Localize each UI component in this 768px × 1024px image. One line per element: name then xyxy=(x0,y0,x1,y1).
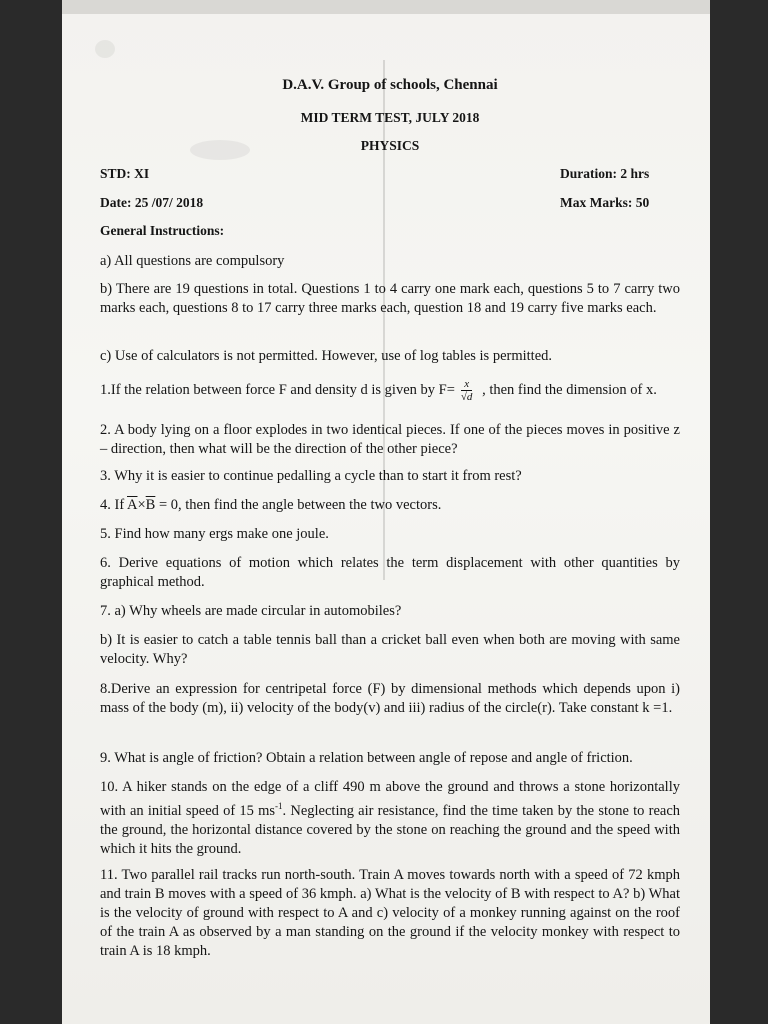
instructions-heading: General Instructions: xyxy=(100,223,225,238)
instruction-a: a) All questions are compulsory xyxy=(100,253,285,269)
question-5: 5. Find how many ergs make one joule. xyxy=(100,526,329,542)
question-10 xyxy=(100,778,680,859)
date-marks-row xyxy=(100,193,680,212)
paper-top-edge xyxy=(62,0,710,14)
fraction-numerator: x xyxy=(461,378,472,391)
cross-symbol: × xyxy=(137,497,146,513)
std-label: STD: XI xyxy=(100,166,150,181)
question-11: 11. Two parallel rail tracks run north-south. Train A moves towards north with a speed of 72 kmph and train B moves with a speed of 36 kmph. a) What is the velocity of B with respect to A? b) What is the velocity of ground with respect to A and c) velocity of a monkey running against on the roof of the train A as observed by a man standing on the ground if the velocity monkey with respect to train A is 18 kmph. xyxy=(100,867,680,959)
question-1-suffix: , then find the dimension of x. xyxy=(482,381,657,398)
question-6: 6. Derive equations of motion which relates the term displacement with other quantities by graphical method. xyxy=(100,555,680,590)
question-10-text-end: . Neglecting air resistance, find the time taken by the stone to reach the ground, the horizontal distance covered by the stone on reaching the ground and the speed with which it hits the ground. xyxy=(100,802,680,857)
question-10-text-start: 10. A hiker stands on the edge of a cliff 490 m above the ground and throws a stone horizontally with an initial speed of 15 ms xyxy=(100,779,680,819)
question-4-prefix: 4. If xyxy=(100,497,125,513)
question-3: 3. Why it is easier to continue pedalling a cycle than to start it from rest? xyxy=(100,468,522,484)
std-duration-row xyxy=(100,164,680,183)
question-1-prefix: 1.If the relation between force F and density d is given by F= xyxy=(100,381,455,398)
question-9: 9. What is angle of friction? Obtain a relation between angle of repose and angle of friction. xyxy=(100,750,633,766)
date-label: Date: 25 /07/ 2018 xyxy=(100,195,204,210)
question-4-suffix: = 0, then find the angle between the two vectors. xyxy=(158,497,442,513)
vector-a: $\overline{A}$ xyxy=(127,497,138,513)
test-title: MID TERM TEST, JULY 2018 xyxy=(300,110,480,125)
school-title: D.A.V. Group of schools, Chennai xyxy=(282,77,498,93)
max-marks-label: Max Marks: 50 xyxy=(560,195,650,210)
duration-label: Duration: 2 hrs xyxy=(560,166,650,181)
question-7a: 7. a) Why wheels are made circular in automobiles? xyxy=(100,603,402,619)
subject-title: PHYSICS xyxy=(360,138,420,153)
vector-b: $\overline{B}$ xyxy=(145,497,156,513)
paper-smudge xyxy=(95,40,115,58)
question-2: 2. A body lying on a floor explodes in two identical pieces. If one of the pieces moves in positive z – direction, then what will be the direction of the other piece? xyxy=(100,422,680,457)
unit-superscript: -1 xyxy=(275,801,283,811)
question-1 xyxy=(100,378,680,403)
question-7b: b) It is easier to catch a table tennis ball than a cricket ball even when both are moving with same velocity. Why? xyxy=(100,632,680,667)
fraction-denominator: √d xyxy=(460,391,473,403)
instruction-c: c) Use of calculators is not permitted. However, use of log tables is permitted. xyxy=(100,348,553,364)
fraction-x-over-root-d xyxy=(458,378,476,403)
question-8: 8.Derive an expression for centripetal force (F) by dimensional methods which depends upon i) mass of the body (m), ii) velocity of the body(v) and iii) radius of the circle(r). Take constant k =1. xyxy=(100,681,680,716)
question-4 xyxy=(100,496,680,515)
instruction-b: b) There are 19 questions in total. Questions 1 to 4 carry one mark each, questions 5 to 7 carry two marks each, questions 8 to 17 carry three marks each, question 18 and 19 carry five marks each. xyxy=(100,281,680,316)
